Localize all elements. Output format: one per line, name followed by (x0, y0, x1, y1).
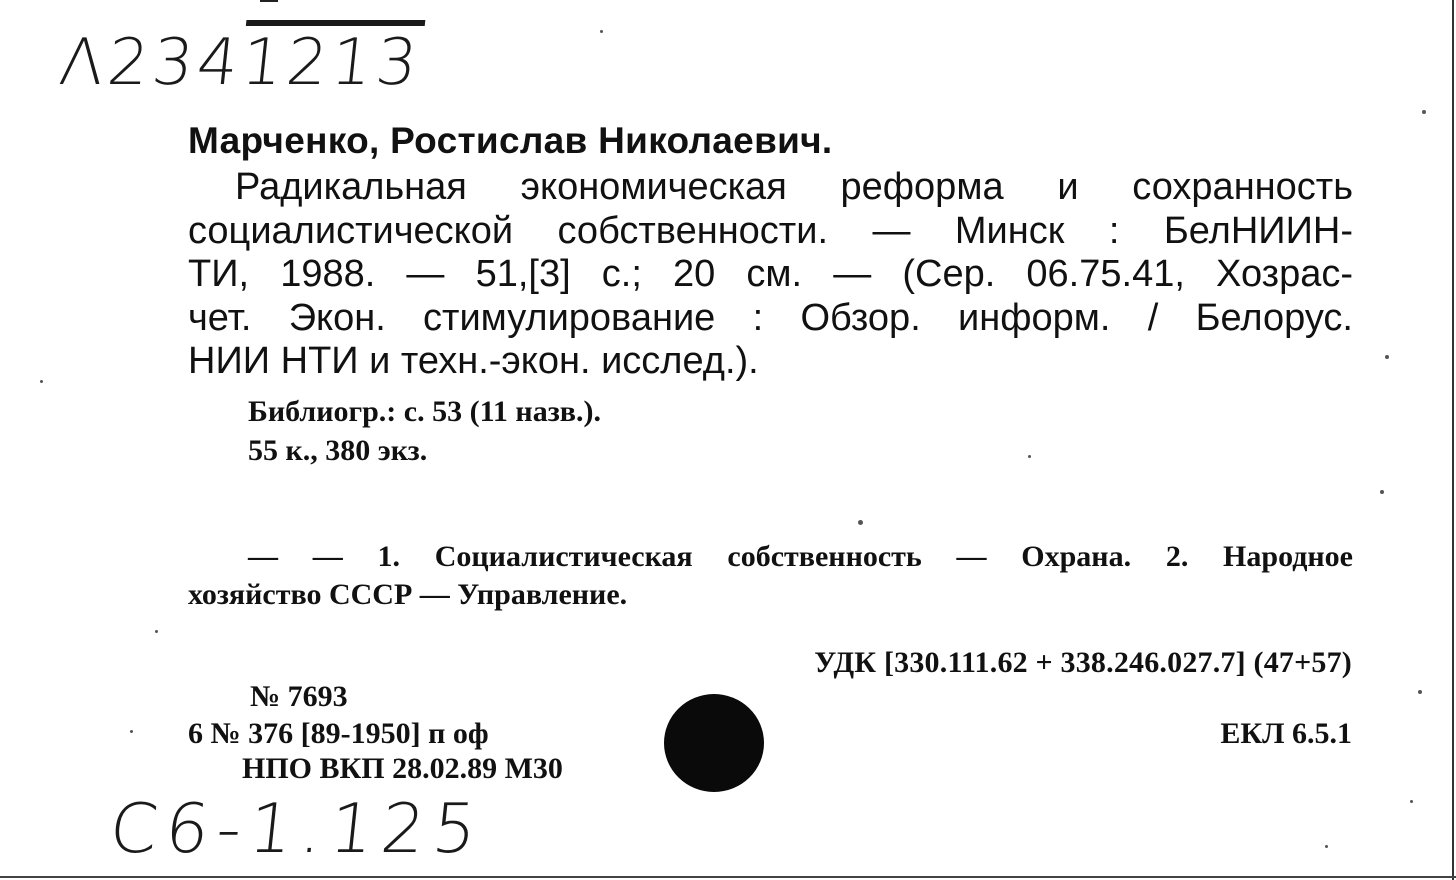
top-edge-mark (260, 0, 278, 2)
udk-classification: УДК [330.111.62 + 338.246.027.7] (47+57) (814, 646, 1352, 679)
publisher-imprint: НПО ВКП 28.02.89 М30 (242, 752, 563, 785)
speck (1418, 690, 1422, 694)
punch-hole (664, 694, 764, 792)
bibliography-note: Библиогр.: с. 53 (11 назв.). (248, 395, 601, 428)
bottom-edge-line (0, 876, 1456, 878)
description-line: НИИ НТИ и техн.-экон. исслед.). (188, 340, 759, 382)
description-line: социалистической собственности. — Минск : БелНИИН- (188, 209, 1353, 252)
price-note: 55 к., 380 экз. (248, 434, 428, 467)
handwritten-inventory-mark: С6-1.125 (105, 790, 489, 869)
speck (1380, 490, 1384, 494)
bibliography-number: № 7693 (250, 680, 348, 713)
shelf-mark-code: Λ234 (56, 26, 246, 100)
speck (858, 520, 863, 525)
speck (40, 380, 43, 383)
description-line: ТИ, 1988. — 51,[3] с.; 20 см. — (Сер. 06.75.41, Хозрас- (188, 253, 1353, 295)
speck (1410, 800, 1413, 803)
right-edge-line (1452, 0, 1454, 880)
bibliographic-description (188, 166, 1353, 384)
shelf-mark-number: 1213 (238, 26, 425, 100)
speck (1422, 110, 1426, 114)
speck (1385, 355, 1389, 359)
order-number: 6 № 376 [89-1950] п оф (188, 717, 489, 750)
ekl-code: ЕКЛ 6.5.1 (1220, 717, 1352, 750)
author-heading: Марченко, Ростислав Николаевич. (188, 120, 833, 161)
subject-headings (188, 538, 1353, 614)
speck (1325, 845, 1328, 848)
subject-line: хозяйство СССР — Управление. (188, 578, 628, 611)
speck (155, 630, 158, 633)
speck (1028, 455, 1031, 458)
description-line: Радикальная экономическая реформа и сохранность (235, 166, 1353, 208)
subject-line: — — 1. Социалистическая собственность — Охрана. 2. Народное (248, 540, 1353, 573)
description-line: чет. Экон. стимулирование : Обзор. информ. / Белорус. (188, 296, 1353, 339)
speck (130, 730, 133, 733)
speck (600, 30, 603, 33)
handwritten-shelf-mark (56, 26, 425, 100)
